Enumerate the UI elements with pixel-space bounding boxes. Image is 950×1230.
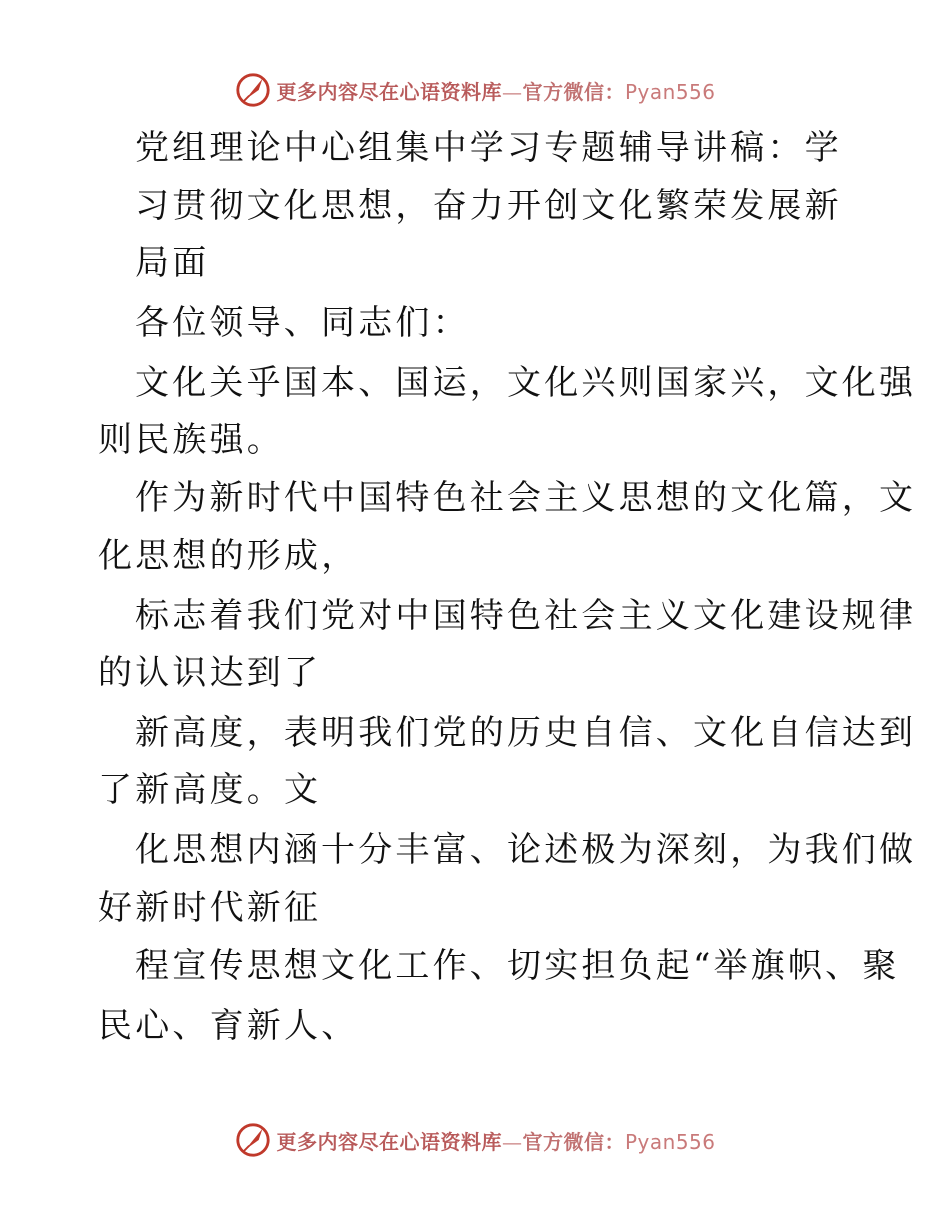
paragraph-line: 作为新时代中国特色社会主义思想的文化篇，文 [135, 478, 917, 518]
title-line-3: 局面 [135, 243, 210, 283]
paragraph-line: 好新时代新征 [98, 888, 322, 928]
title-line-1: 党组理论中心组集中学习专题辅导讲稿：学 [135, 128, 842, 168]
footer-banner-text: 更多内容尽在心语资料库—官方微信：Pyan556 [276, 1129, 716, 1154]
paragraph-line: 了新高度。文 [98, 770, 322, 810]
paragraph-line: 程宣传思想文化工作、切实担负起“举旗帜、聚 [135, 946, 900, 986]
paragraph-line: 文化关乎国本、国运，文化兴则国家兴，文化强 [135, 363, 917, 403]
quill-logo-icon [234, 71, 272, 109]
paragraph-line: 则民族强。 [98, 420, 284, 460]
paragraph-line: 标志着我们党对中国特色社会主义文化建设规律 [135, 596, 917, 636]
paragraph-line: 民心、育新人、 [98, 1006, 359, 1046]
paragraph-line: 化思想的形成， [98, 536, 359, 576]
paragraph-line: 的认识达到了 [98, 653, 322, 693]
paragraph-line: 化思想内涵十分丰富、论述极为深刻，为我们做 [135, 830, 917, 870]
footer-banner [0, 1120, 950, 1160]
paragraph-line: 新高度，表明我们党的历史自信、文化自信达到 [135, 713, 917, 753]
header-banner-text: 更多内容尽在心语资料库—官方微信：Pyan556 [276, 79, 716, 104]
quill-logo-icon [234, 1121, 272, 1159]
title-line-2: 习贯彻文化思想，奋力开创文化繁荣发展新 [135, 186, 842, 226]
header-banner [0, 70, 950, 110]
salutation: 各位领导、同志们： [135, 303, 470, 343]
